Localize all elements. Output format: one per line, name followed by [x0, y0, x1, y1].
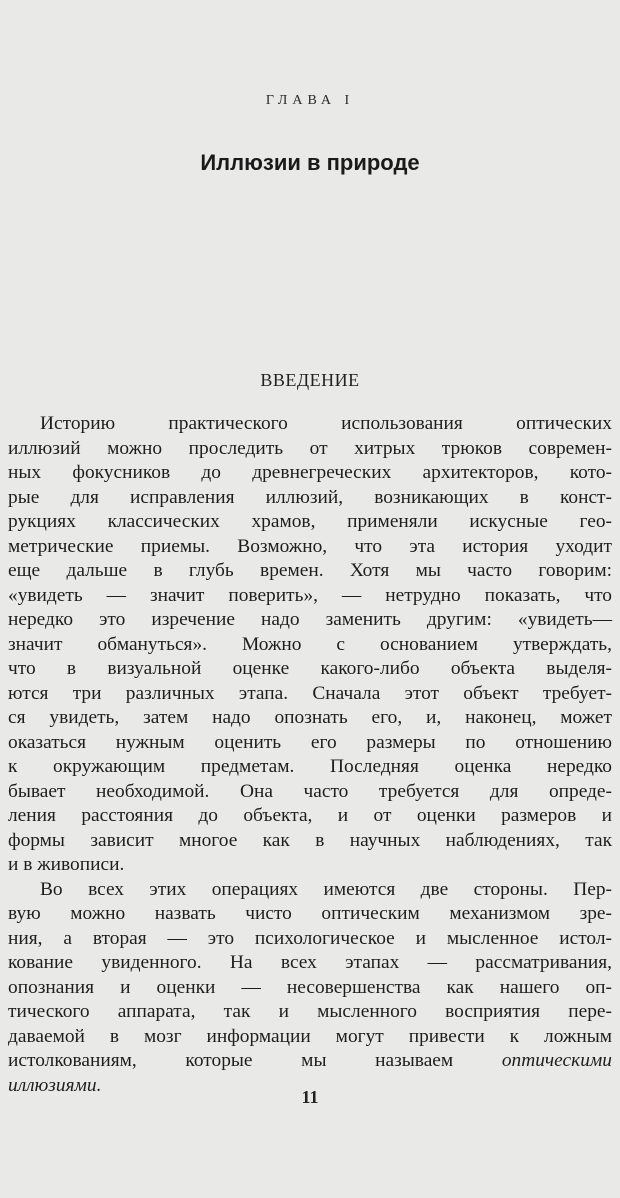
- text-line: вую можно назвать чисто оптическим механизмом зре-: [8, 903, 612, 924]
- text-segment: истолкованиям, которые мы называем: [8, 1050, 454, 1071]
- text-line: кование увиденного. На всех этапах — рассматривания,: [8, 952, 612, 973]
- text-line: иллюзий можно проследить от хитрых трюков современ-: [8, 437, 612, 459]
- body-text: [8, 412, 612, 1098]
- text-line: «увидеть — значит поверить», — нетрудно показать, что: [8, 584, 612, 606]
- text-line: ся увидеть, затем надо опознать его, и, наконец, может: [8, 707, 612, 728]
- text-line: ются три различных этапа. Сначала этот объект требует-: [8, 682, 612, 704]
- italic-term: иллюзиями.: [8, 1074, 102, 1096]
- text-line: опознания и оценки — несовершенства как нашего оп-: [8, 976, 612, 998]
- text-line: к окружающим предметам. Последняя оценка нередко: [8, 756, 612, 777]
- text-line: оказаться нужным оценить его размеры по отношению: [8, 731, 612, 753]
- text-line: даваемой в мозг информации могут привести к ложным: [8, 1025, 612, 1047]
- text-line: метрические приемы. Возможно, что эта история уходит: [8, 535, 612, 557]
- text-line: тического аппарата, так и мысленного восприятия пере-: [8, 1001, 612, 1022]
- text-line: рукциях классических храмов, применяли искусные гео-: [8, 511, 612, 532]
- text-line: ления расстояния до объекта, и от оценки размеров и: [8, 805, 612, 826]
- text-line: Во всех этих операциях имеются две стороны. Пер-: [40, 878, 612, 900]
- chapter-title: Иллюзии в природе: [200, 150, 420, 175]
- page-number: 11: [301, 1087, 319, 1107]
- text-line: Историю практического использования оптических: [40, 413, 612, 434]
- text-line: ных фокусников до древнегреческих архитекторов, кото-: [8, 462, 612, 483]
- text-line: и в живописи.: [8, 854, 125, 875]
- text-line: формы зависит многое как в научных наблюдениях, так: [8, 829, 612, 851]
- chapter-label: ГЛАВА I: [265, 93, 355, 108]
- text-line: что в визуальной оценке какого-либо объекта выделя-: [8, 658, 612, 679]
- text-line: бывает необходимой. Она часто требуется для опреде-: [8, 780, 612, 802]
- text-line: значит обмануться». Можно с основанием утверждать,: [8, 633, 612, 655]
- text-line: ния, а вторая — это психологическое и мысленное истол-: [8, 927, 612, 949]
- text-line: еще дальше в глубь времен. Хотя мы часто говорим:: [8, 560, 612, 581]
- text-line-with-emphasis: [8, 1049, 612, 1074]
- italic-term: оптическими: [501, 1050, 612, 1071]
- section-title: ВВЕДЕНИЕ: [260, 370, 360, 390]
- text-line: рые для исправления иллюзий, возникающих в конст-: [8, 486, 612, 508]
- text-line: нередко это изречение надо заменить другим: «увидеть—: [8, 609, 612, 630]
